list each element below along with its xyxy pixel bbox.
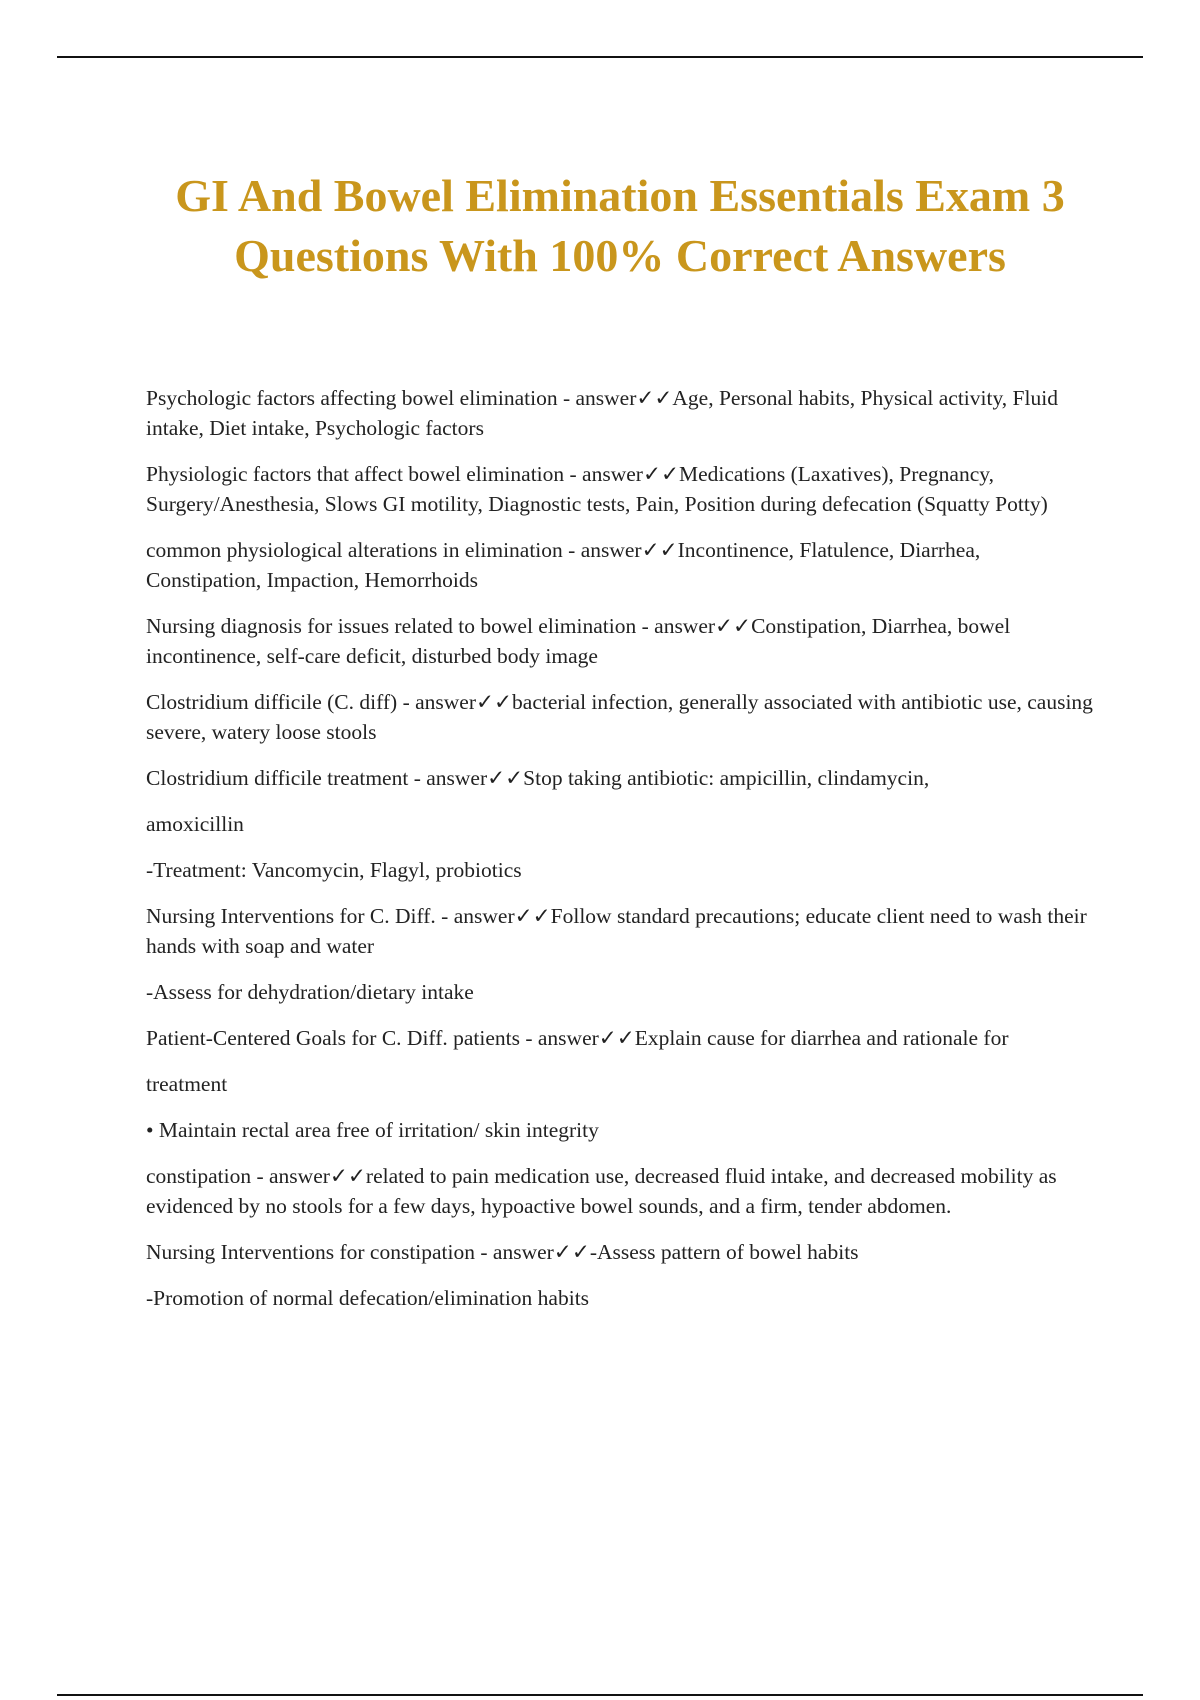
paragraph: Clostridium difficile (C. diff) - answer✓✓bacterial infection, generally associated with antibiotic use, causing severe, watery loose stools: [146, 690, 1093, 744]
document-title: GI And Bowel Elimination Essentials Exam 3 Questions With 100% Correct Answers: [175, 170, 1065, 281]
document-body: [146, 383, 1096, 1329]
paragraph: common physiological alterations in elimination - answer✓✓Incontinence, Flatulence, Diarrhea, Constipation, Impaction, Hemorrhoids: [146, 538, 981, 592]
paragraph: Clostridium difficile treatment - answer✓✓Stop taking antibiotic: ampicillin, clindamycin,: [146, 766, 930, 790]
paragraph: -Assess for dehydration/dietary intake: [146, 980, 474, 1004]
paragraph: amoxicillin: [146, 812, 244, 836]
paragraph: treatment: [146, 1072, 228, 1096]
top-rule: [57, 56, 1143, 58]
paragraph: Physiologic factors that affect bowel elimination - answer✓✓Medications (Laxatives), Pregnancy, Surgery/Anesthesia, Slows GI motility, Diagnostic tests, Pain, Position during defecation (Squatty Potty): [146, 462, 1048, 516]
paragraph: Nursing Interventions for C. Diff. - answer✓✓Follow standard precautions; educate client need to wash their hands with soap and water: [146, 904, 1087, 958]
paragraph: Psychologic factors affecting bowel elimination - answer✓✓Age, Personal habits, Physical activity, Fluid intake, Diet intake, Psychologic factors: [146, 386, 1058, 440]
paragraph: -Treatment: Vancomycin, Flagyl, probiotics: [146, 858, 522, 882]
paragraph: Nursing diagnosis for issues related to bowel elimination - answer✓✓Constipation, Diarrhea, bowel incontinence, self-care deficit, disturbed body image: [146, 614, 1011, 668]
paragraph: Patient-Centered Goals for C. Diff. patients - answer✓✓Explain cause for diarrhea and rationale for: [146, 1026, 1009, 1050]
paragraph: -Promotion of normal defecation/elimination habits: [146, 1286, 590, 1310]
paragraph: • Maintain rectal area free of irritation/ skin integrity: [146, 1118, 599, 1142]
paragraph: constipation - answer✓✓related to pain medication use, decreased fluid intake, and decreased mobility as evidenced by no stools for a few days, hypoactive bowel sounds, and a firm, tender abdomen.: [146, 1164, 1057, 1218]
bottom-rule: [57, 1694, 1143, 1696]
paragraph: Nursing Interventions for constipation - answer✓✓-Assess pattern of bowel habits: [146, 1240, 859, 1264]
